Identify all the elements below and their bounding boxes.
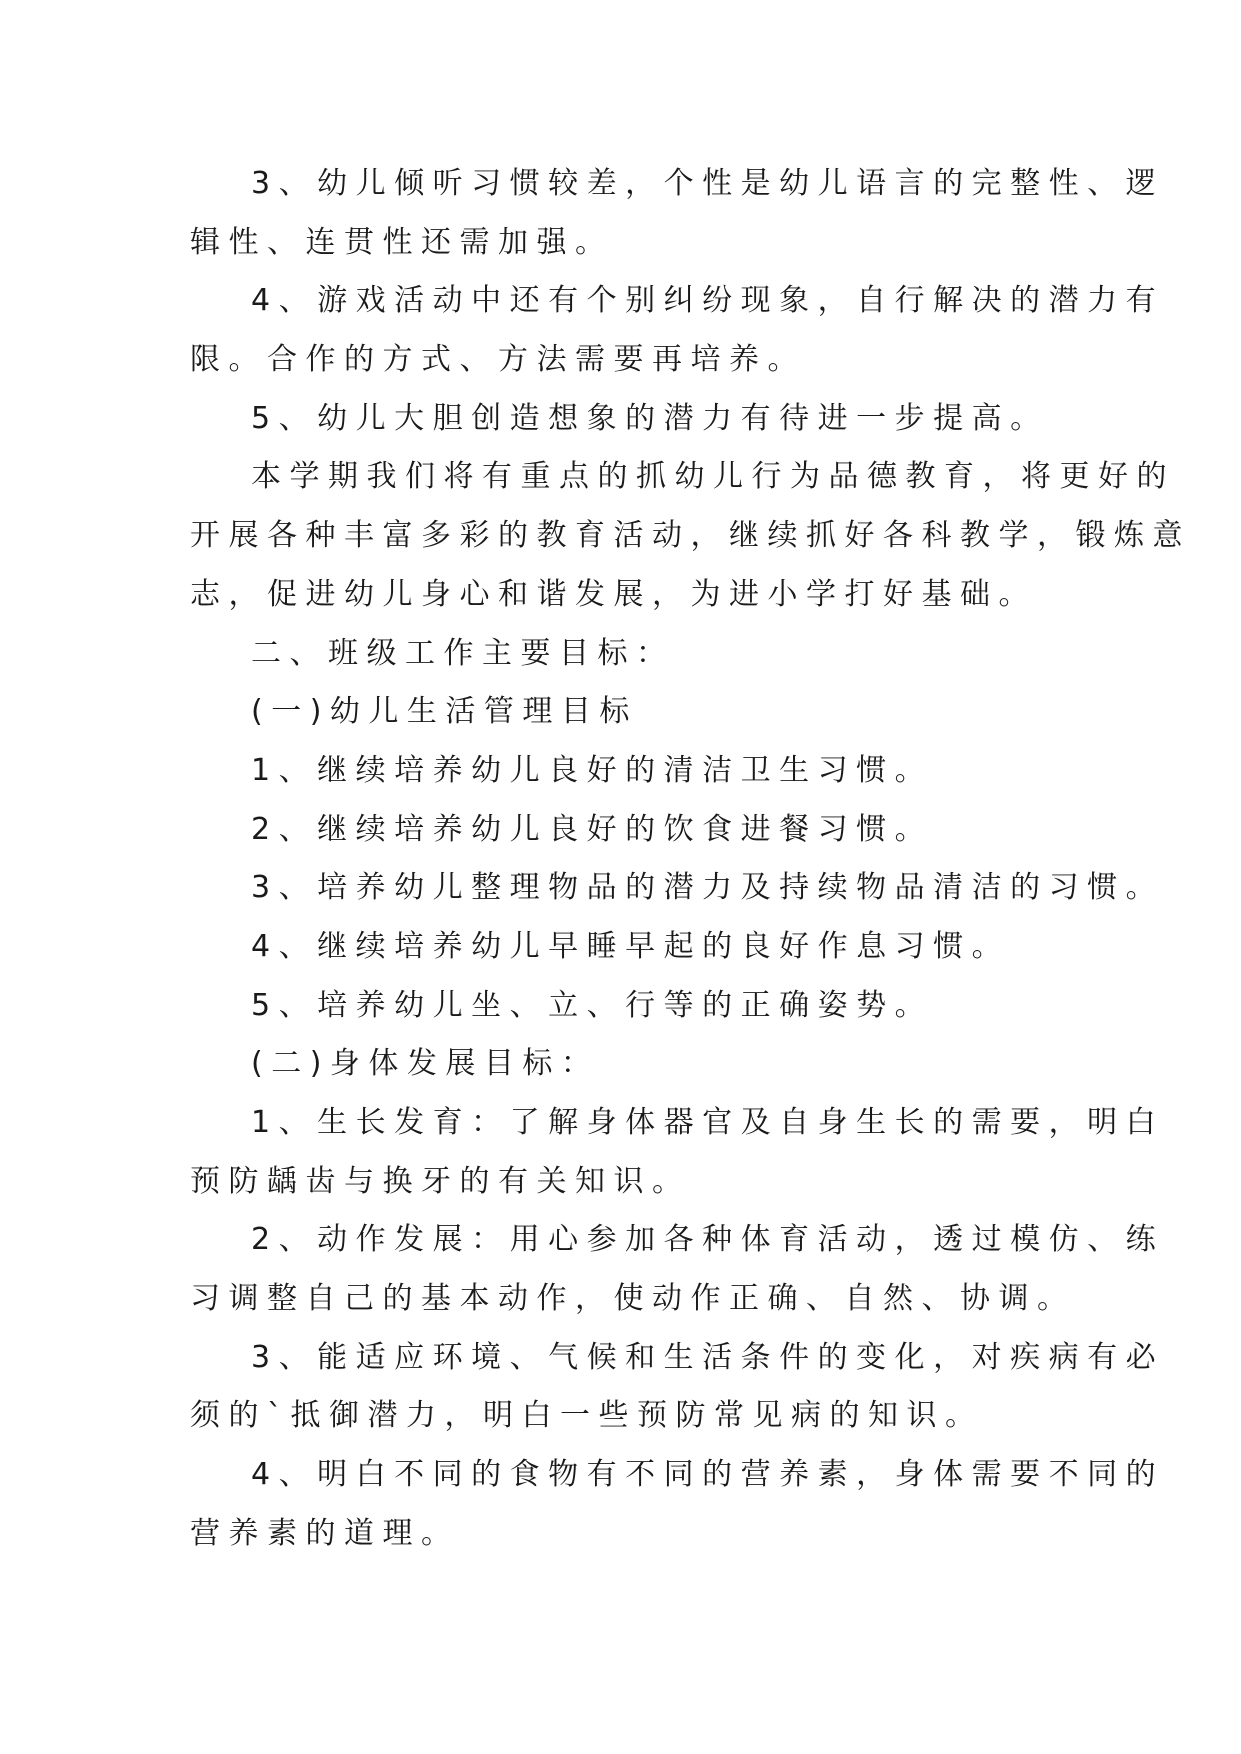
- paragraph-line: 习调整自己的基本动作，使动作正确、自然、协调。: [190, 1281, 1076, 1317]
- paragraph-line: 3、能适应环境、气候和生活条件的变化，对疾病有必: [251, 1339, 1165, 1375]
- paragraph-line: 2、继续培养幼儿良好的饮食进餐习惯。: [251, 811, 934, 847]
- paragraph-line: 1、继续培养幼儿良好的清洁卫生习惯。: [251, 752, 934, 788]
- subsection-heading: (一)幼儿生活管理目标: [251, 694, 638, 730]
- paragraph-line: 开展各种丰富多彩的教育活动，继续抓好各科教学，锻炼意: [190, 518, 1191, 554]
- section-heading: 二、班级工作主要目标：: [251, 635, 675, 671]
- paragraph-line: 5、培养幼儿坐、立、行等的正确姿势。: [251, 987, 934, 1023]
- paragraph-line: 4、继续培养幼儿早睡早起的良好作息习惯。: [251, 928, 1011, 964]
- paragraph-line: 须的`抵御潜力，明白一些预防常见病的知识。: [190, 1398, 984, 1434]
- paragraph-line: 限。合作的方式、方法需要再培养。: [190, 342, 806, 378]
- paragraph-line: 本学期我们将有重点的抓幼儿行为品德教育，将更好的: [251, 459, 1175, 495]
- paragraph-line: 辑性、连贯性还需加强。: [190, 224, 614, 260]
- paragraph-line: 4、明白不同的食物有不同的营养素，身体需要不同的: [251, 1457, 1165, 1493]
- document-body: [190, 155, 1191, 1564]
- subsection-heading: (二)身体发展目标：: [251, 1046, 600, 1082]
- paragraph-line: 志，促进幼儿身心和谐发展，为进小学打好基础。: [190, 576, 1037, 612]
- paragraph-line: 1、生长发育：了解身体器官及自身生长的需要，明白: [251, 1105, 1165, 1140]
- paragraph-line: 预防龋齿与换牙的有关知识。: [190, 1163, 691, 1199]
- paragraph-line: 3、幼儿倾听习惯较差，个性是幼儿语言的完整性、逻: [251, 166, 1165, 201]
- paragraph-line: 营养素的道理。: [190, 1515, 460, 1551]
- paragraph-line: 4、游戏活动中还有个别纠纷现象，自行解决的潜力有: [251, 283, 1165, 319]
- paragraph-line: 2、动作发展：用心参加各种体育活动，透过模仿、练: [251, 1222, 1165, 1258]
- paragraph-line: 5、幼儿大胆创造想象的潜力有待进一步提高。: [251, 400, 1049, 436]
- paragraph-line: 3、培养幼儿整理物品的潜力及持续物品清洁的习惯。: [251, 870, 1165, 906]
